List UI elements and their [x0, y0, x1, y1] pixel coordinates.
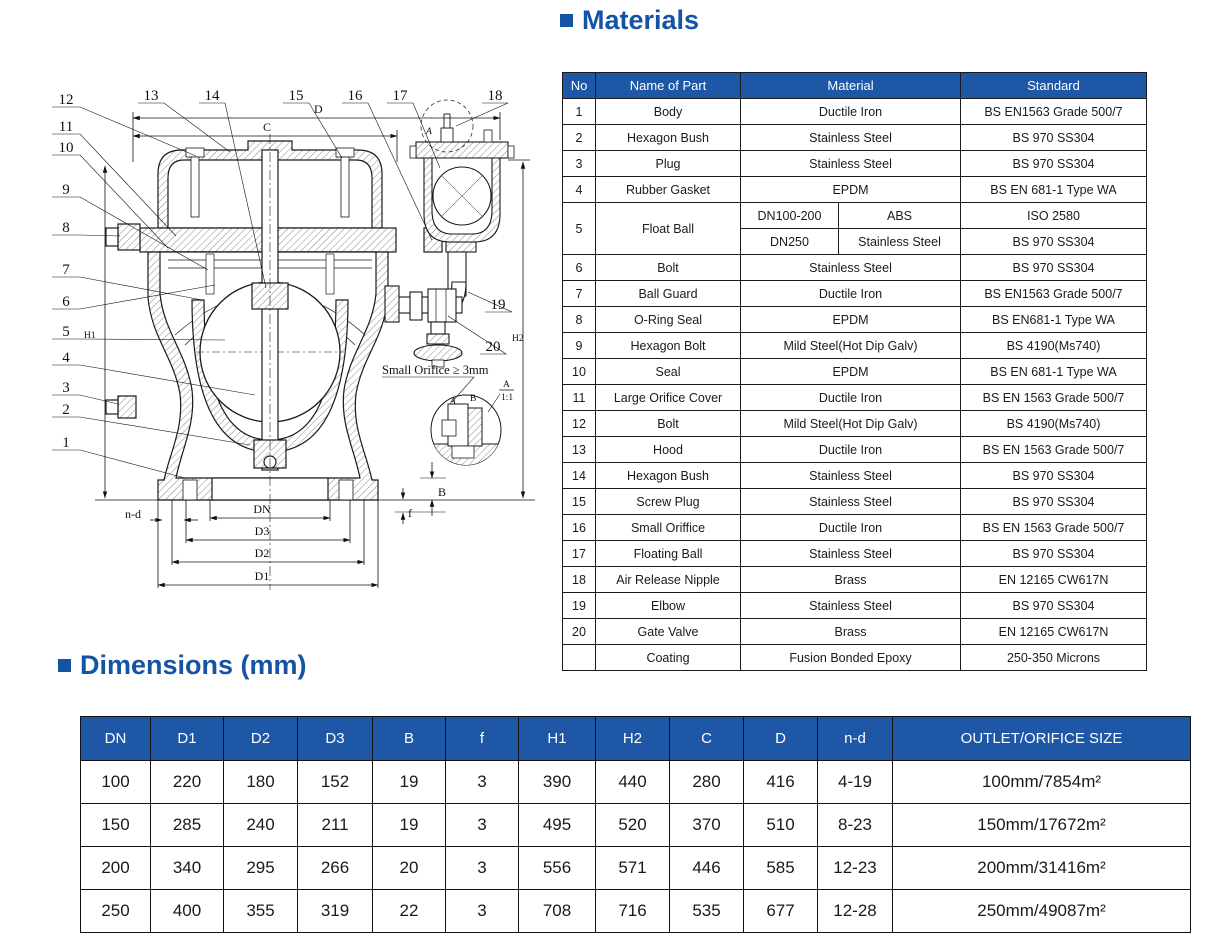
table-row — [563, 489, 1147, 515]
detail-scale-ref: A — [503, 380, 510, 390]
cell-no: 14 — [563, 463, 596, 489]
cell-material: EPDM — [741, 307, 961, 333]
valve-body-geometry — [106, 134, 442, 590]
cell-no: 9 — [563, 333, 596, 359]
cell: 220 — [151, 761, 224, 804]
cell-name: Seal — [596, 359, 741, 385]
dim-col-d1: D1 — [151, 717, 224, 761]
cell-name: Body — [596, 99, 741, 125]
dim-label-h2: H2 — [512, 334, 524, 344]
dim-col-d2: D2 — [224, 717, 298, 761]
cell-material: Ductile Iron — [741, 515, 961, 541]
callout-7: 7 — [62, 262, 70, 278]
dim-col-h1: H1 — [519, 717, 596, 761]
cell-no: 13 — [563, 437, 596, 463]
cell-name: Bolt — [596, 255, 741, 281]
cell: 266 — [298, 847, 373, 890]
cell-size-range: DN250 — [741, 229, 839, 255]
dim-col-c: C — [670, 717, 744, 761]
cell-standard: BS 970 SS304 — [961, 255, 1147, 281]
cell-name: O-Ring Seal — [596, 307, 741, 333]
dim-col-b: B — [373, 717, 446, 761]
cell-outlet: 100mm/7854m² — [893, 761, 1191, 804]
cell-material: Ductile Iron — [741, 437, 961, 463]
cell-material: Mild Steel(Hot Dip Galv) — [741, 333, 961, 359]
detail-label-a: A — [450, 397, 456, 407]
cell-name: Plug — [596, 151, 741, 177]
table-row — [563, 515, 1147, 541]
dimensions-header-row — [81, 717, 1191, 761]
small-orifice-valve-unit — [385, 100, 514, 367]
callout-10: 10 — [58, 140, 74, 156]
cell: 340 — [151, 847, 224, 890]
callout-4: 4 — [62, 350, 70, 366]
table-row — [563, 411, 1147, 437]
cell: 708 — [519, 890, 596, 933]
dim-label-d1: D1 — [254, 569, 270, 583]
cell-no: 17 — [563, 541, 596, 567]
cell: 716 — [596, 890, 670, 933]
table-row — [563, 359, 1147, 385]
cell: 152 — [298, 761, 373, 804]
cell-material: Fusion Bonded Epoxy — [741, 645, 961, 671]
dim-label-d: D — [314, 102, 323, 116]
cell-no: 2 — [563, 125, 596, 151]
callout-11: 11 — [58, 119, 74, 135]
cell-no: 11 — [563, 385, 596, 411]
cell: 416 — [744, 761, 818, 804]
cell-material: EPDM — [741, 359, 961, 385]
table-row — [81, 761, 1191, 804]
table-row — [563, 541, 1147, 567]
dimensions-title-bullet — [58, 659, 71, 672]
materials-title-bullet — [560, 14, 573, 27]
cell: 19 — [373, 804, 446, 847]
cell: 19 — [373, 761, 446, 804]
cell: 571 — [596, 847, 670, 890]
dim-label-f: f — [408, 506, 412, 520]
cell-no: 10 — [563, 359, 596, 385]
dim-col-f: f — [446, 717, 519, 761]
cell: 20 — [373, 847, 446, 890]
cell: 3 — [446, 761, 519, 804]
cell-material: Ductile Iron — [741, 99, 961, 125]
cell: 510 — [744, 804, 818, 847]
table-row — [563, 619, 1147, 645]
cell-material: Mild Steel(Hot Dip Galv) — [741, 411, 961, 437]
table-row — [563, 593, 1147, 619]
cell: 585 — [744, 847, 818, 890]
dim-col-d3: D3 — [298, 717, 373, 761]
materials-table — [562, 72, 1147, 671]
table-row-float-ball — [563, 203, 1147, 229]
cell-standard: BS 970 SS304 — [961, 151, 1147, 177]
callout-18: 18 — [487, 88, 503, 104]
dim-label-nd: n-d — [125, 507, 141, 521]
cell-standard: BS EN1563 Grade 500/7 — [961, 281, 1147, 307]
cell-material: Stainless Steel — [741, 151, 961, 177]
dim-col-h2: H2 — [596, 717, 670, 761]
cell: 535 — [670, 890, 744, 933]
cell: 520 — [596, 804, 670, 847]
table-row — [563, 125, 1147, 151]
cell-material: Ductile Iron — [741, 281, 961, 307]
cell-no: 6 — [563, 255, 596, 281]
cell: 446 — [670, 847, 744, 890]
cell-material: ABS — [839, 203, 961, 229]
cell-no: 5 — [563, 203, 596, 255]
cell-no: 18 — [563, 567, 596, 593]
callout-8: 8 — [62, 220, 70, 236]
small-orifice-note-text: Small Orifice ≥ 3mm — [382, 363, 489, 377]
cell: 150 — [81, 804, 151, 847]
table-row — [563, 255, 1147, 281]
cell-material: Stainless Steel — [741, 255, 961, 281]
cell-material: Stainless Steel — [741, 125, 961, 151]
small-orifice-note — [382, 363, 489, 377]
cell: 200 — [81, 847, 151, 890]
dim-label-dn: DN — [253, 502, 271, 516]
cell-outlet: 150mm/17672m² — [893, 804, 1191, 847]
materials-section-title — [560, 5, 699, 36]
dim-col-dn: DN — [81, 717, 151, 761]
callout-16: 16 — [347, 88, 363, 104]
cell-material: Stainless Steel — [741, 541, 961, 567]
cell-standard: BS EN 1563 Grade 500/7 — [961, 515, 1147, 541]
table-row — [81, 847, 1191, 890]
materials-title-text: Materials — [582, 5, 700, 35]
cell-name: Large Orifice Cover — [596, 385, 741, 411]
callout-3: 3 — [62, 380, 70, 396]
callout-14: 14 — [204, 88, 220, 104]
cell-standard: BS 970 SS304 — [961, 541, 1147, 567]
cell-name: Hood — [596, 437, 741, 463]
materials-col-standard: Standard — [961, 73, 1147, 99]
cell: 180 — [224, 761, 298, 804]
cell: 295 — [224, 847, 298, 890]
callout-12: 12 — [58, 92, 74, 108]
cell: 211 — [298, 804, 373, 847]
cell-name: Ball Guard — [596, 281, 741, 307]
cell-standard: EN 12165 CW617N — [961, 619, 1147, 645]
detail-scale-value: 1:1 — [501, 393, 514, 403]
cell: 250 — [81, 890, 151, 933]
cell: 12-23 — [818, 847, 893, 890]
cell-standard: EN 12165 CW617N — [961, 567, 1147, 593]
cell: 285 — [151, 804, 224, 847]
cell: 280 — [670, 761, 744, 804]
dim-label-h1: H1 — [84, 331, 96, 341]
cell: 8-23 — [818, 804, 893, 847]
cell-no — [563, 645, 596, 671]
dim-label-d3: D3 — [254, 524, 270, 538]
cell-name: Small Oriffice — [596, 515, 741, 541]
cell-standard: BS 970 SS304 — [961, 229, 1147, 255]
callout-1: 1 — [62, 435, 70, 451]
cell-no: 19 — [563, 593, 596, 619]
cell-material: Stainless Steel — [839, 229, 961, 255]
cell-standard: BS 970 SS304 — [961, 489, 1147, 515]
cell: 3 — [446, 847, 519, 890]
cell: 556 — [519, 847, 596, 890]
dim-col-d: D — [744, 717, 818, 761]
table-row — [563, 567, 1147, 593]
cell: 440 — [596, 761, 670, 804]
cell-size-range: DN100-200 — [741, 203, 839, 229]
cell-standard: BS 4190(Ms740) — [961, 333, 1147, 359]
cell: 240 — [224, 804, 298, 847]
cell-material: Stainless Steel — [741, 593, 961, 619]
cell: 355 — [224, 890, 298, 933]
detail-ref-a: A — [426, 127, 432, 137]
cell-name: Hexagon Bush — [596, 463, 741, 489]
cell: 319 — [298, 890, 373, 933]
cell-standard: BS EN 681-1 Type WA — [961, 359, 1147, 385]
table-row — [563, 333, 1147, 359]
table-row — [563, 385, 1147, 411]
cell-name: Gate Valve — [596, 619, 741, 645]
table-row — [563, 463, 1147, 489]
cell-standard: BS EN1563 Grade 500/7 — [961, 99, 1147, 125]
materials-col-material: Material — [741, 73, 961, 99]
cell-standard: BS EN 1563 Grade 500/7 — [961, 437, 1147, 463]
cell: 4-19 — [818, 761, 893, 804]
callout-17: 17 — [392, 88, 408, 104]
dim-label-b: B — [438, 485, 447, 499]
cell: 495 — [519, 804, 596, 847]
table-row — [563, 151, 1147, 177]
table-row — [563, 99, 1147, 125]
cell-name: Float Ball — [596, 203, 741, 255]
table-row — [563, 281, 1147, 307]
table-row — [81, 890, 1191, 933]
callout-19: 19 — [490, 297, 506, 313]
valve-technical-drawing — [0, 58, 545, 600]
dim-col-nd: n-d — [818, 717, 893, 761]
cell: 12-28 — [818, 890, 893, 933]
cell-standard: BS 970 SS304 — [961, 593, 1147, 619]
cell-no: 1 — [563, 99, 596, 125]
cell-name: Rubber Gasket — [596, 177, 741, 203]
cell-standard: BS 970 SS304 — [961, 463, 1147, 489]
cell-material: Stainless Steel — [741, 463, 961, 489]
callout-2: 2 — [62, 402, 70, 418]
dimensions-table — [80, 716, 1191, 933]
materials-header-row — [563, 73, 1147, 99]
cell-material: Stainless Steel — [741, 489, 961, 515]
cell-outlet: 200mm/31416m² — [893, 847, 1191, 890]
cell-name: Screw Plug — [596, 489, 741, 515]
cell: 3 — [446, 890, 519, 933]
table-row — [563, 177, 1147, 203]
cell-no: 8 — [563, 307, 596, 333]
dim-label-c: C — [263, 120, 272, 134]
callout-20: 20 — [485, 339, 501, 355]
cell: 677 — [744, 890, 818, 933]
materials-col-name: Name of Part — [596, 73, 741, 99]
cell-material: Ductile Iron — [741, 385, 961, 411]
cell-name: Hexagon Bolt — [596, 333, 741, 359]
cell-name: Coating — [596, 645, 741, 671]
dim-label-d2: D2 — [254, 546, 270, 560]
dimensions-section-title — [58, 650, 307, 681]
dim-col-outlet: OUTLET/ORIFICE SIZE — [893, 717, 1191, 761]
callout-6: 6 — [62, 294, 70, 310]
cell-no: 7 — [563, 281, 596, 307]
cell-material: Brass — [741, 619, 961, 645]
table-row — [563, 437, 1147, 463]
callout-5: 5 — [62, 324, 70, 340]
cell-name: Hexagon Bush — [596, 125, 741, 151]
cell-name: Bolt — [596, 411, 741, 437]
cell-standard: BS 4190(Ms740) — [961, 411, 1147, 437]
cell-name: Elbow — [596, 593, 741, 619]
cell-standard: ISO 2580 — [961, 203, 1147, 229]
cell: 370 — [670, 804, 744, 847]
cell-no: 12 — [563, 411, 596, 437]
cell: 22 — [373, 890, 446, 933]
table-row — [81, 804, 1191, 847]
cell-no: 20 — [563, 619, 596, 645]
cell-standard: 250-350 Microns — [961, 645, 1147, 671]
cell-standard: BS EN 681-1 Type WA — [961, 177, 1147, 203]
materials-col-no: No — [563, 73, 596, 99]
cell-standard: BS EN681-1 Type WA — [961, 307, 1147, 333]
dimensions-title-text: Dimensions (mm) — [80, 650, 307, 680]
detail-view-labels — [449, 380, 513, 407]
cell-material: EPDM — [741, 177, 961, 203]
table-row-coating — [563, 645, 1147, 671]
cell-no: 15 — [563, 489, 596, 515]
cell: 100 — [81, 761, 151, 804]
callout-13: 13 — [143, 88, 159, 104]
callout-15: 15 — [288, 88, 304, 104]
cell-standard: BS 970 SS304 — [961, 125, 1147, 151]
detail-label-b: B — [470, 394, 477, 404]
cell-name: Floating Ball — [596, 541, 741, 567]
cell-no: 16 — [563, 515, 596, 541]
cell-standard: BS EN 1563 Grade 500/7 — [961, 385, 1147, 411]
callout-9: 9 — [62, 182, 70, 198]
cell: 400 — [151, 890, 224, 933]
cell-name: Air Release Nipple — [596, 567, 741, 593]
cell-outlet: 250mm/49087m² — [893, 890, 1191, 933]
cell-material: Brass — [741, 567, 961, 593]
cell: 390 — [519, 761, 596, 804]
cell-no: 4 — [563, 177, 596, 203]
table-row — [563, 307, 1147, 333]
cell-no: 3 — [563, 151, 596, 177]
cell: 3 — [446, 804, 519, 847]
